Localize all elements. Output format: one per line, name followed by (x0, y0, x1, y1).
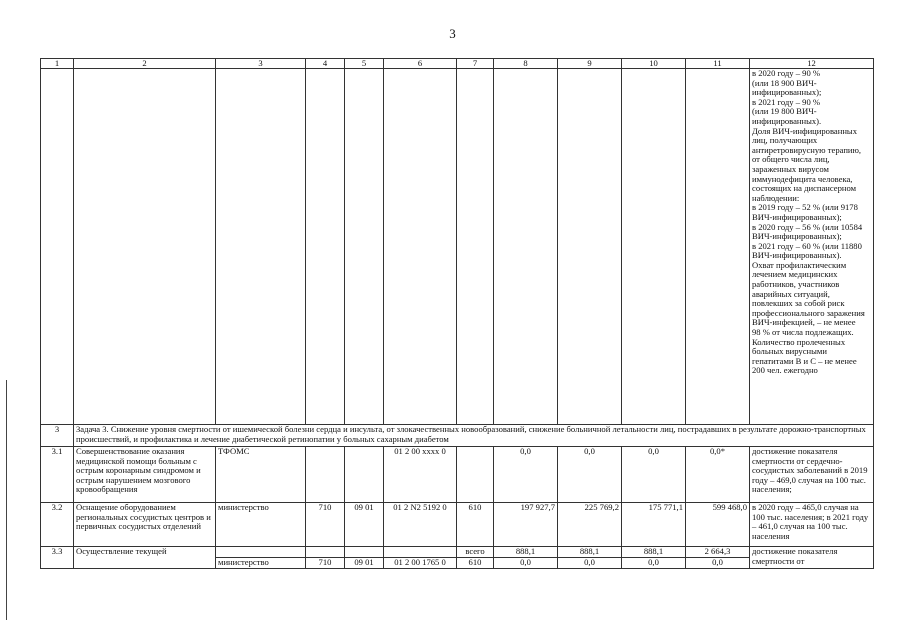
page-number: 3 (449, 26, 456, 41)
header-row (41, 59, 874, 69)
header-cell: 3 (216, 59, 306, 69)
amount-2019: 0,0 (494, 558, 558, 569)
target-code: 01 2 N2 5192 0 (384, 503, 457, 547)
header-cell: 6 (384, 59, 457, 69)
table-row-3-1 (41, 447, 874, 503)
amount-2020: 888,1 (558, 547, 622, 558)
amount-2020: 225 769,2 (558, 503, 622, 547)
result-text: достижение показателя смертности от (750, 547, 874, 569)
amount-2020: 0,0 (558, 447, 622, 503)
target-code: 01 2 00 1765 0 (384, 558, 457, 569)
header-cell: 5 (345, 59, 384, 69)
section-code: 09 01 (345, 558, 384, 569)
executor: ТФОМС (216, 447, 306, 503)
row-number: 3.2 (41, 503, 74, 547)
amount-total: 0,0* (686, 447, 750, 503)
expense-type: 610 (457, 558, 494, 569)
task-text: Задача 3. Снижение уровня смертности от ишемической болезни сердца и инсульта, от злокачественных новообразований, снижение больничной летальности лиц, пострадавших в результате дорожно-транспортных происшествий, и профилактика и лечение диабетической ретинопатии у больных сахарным диабетом (74, 425, 874, 447)
table-row-3-2 (41, 503, 874, 547)
result-text: в 2020 году – 465,0 случая на 100 тыс. населения; в 2021 году – 461,0 случая на 100 тыс. населения (750, 503, 874, 547)
measure-name: Совершенствование оказания медицинской помощи больным с острым коронарным синдромом и острым нарушением мозгового кровообращения (74, 447, 216, 503)
expense-type: 610 (457, 503, 494, 547)
margin-line (6, 380, 7, 620)
amount-2019: 0,0 (494, 447, 558, 503)
amount-total: 599 468,0 (686, 503, 750, 547)
amount-2019: 888,1 (494, 547, 558, 558)
task-number: 3 (41, 425, 74, 447)
amount-2019: 197 927,7 (494, 503, 558, 547)
grbs-code: 710 (306, 558, 345, 569)
table-row-3-3 (41, 547, 874, 558)
grbs-code (306, 447, 345, 503)
header-cell: 12 (750, 59, 874, 69)
target-code: 01 2 00 хххх 0 (384, 447, 457, 503)
header-cell: 9 (558, 59, 622, 69)
row-number: 3.1 (41, 447, 74, 503)
executor: министерство (216, 558, 306, 569)
program-table (40, 58, 874, 569)
expense-type (457, 447, 494, 503)
section-code: 09 01 (345, 503, 384, 547)
amount-2021: 888,1 (622, 547, 686, 558)
result-text: достижение показателя смертности от сердечно-сосудистых заболеваний в 2019 году – 469,0 случая на 100 тыс. населения; (750, 447, 874, 503)
section-code (345, 447, 384, 503)
row-number: 3.3 (41, 547, 74, 569)
amount-2021: 0,0 (622, 447, 686, 503)
header-cell: 2 (74, 59, 216, 69)
task-row (41, 425, 874, 447)
header-cell: 10 (622, 59, 686, 69)
continuation-row (41, 69, 874, 425)
header-cell: 7 (457, 59, 494, 69)
header-cell: 8 (494, 59, 558, 69)
header-cell: 11 (686, 59, 750, 69)
amount-2021: 0,0 (622, 558, 686, 569)
amount-2021: 175 771,1 (622, 503, 686, 547)
amount-total: 0,0 (686, 558, 750, 569)
grbs-code: 710 (306, 503, 345, 547)
executor: министерство (216, 503, 306, 547)
amount-total: 2 664,3 (686, 547, 750, 558)
expense-type: всего (457, 547, 494, 558)
header-cell: 1 (41, 59, 74, 69)
amount-2020: 0,0 (558, 558, 622, 569)
measure-name: Осуществление текущей (74, 547, 216, 569)
header-cell: 4 (306, 59, 345, 69)
measure-name: Оснащение оборудованием региональных сосудистых центров и первичных сосудистых отделений (74, 503, 216, 547)
indicator-text: в 2020 году – 90 % (или 18 900 ВИЧ- инфицированных); в 2021 году – 90 % (или 19 800 ВИЧ- инфицированных). Доля ВИЧ-инфицированных лиц, получающих антиретровирусную терапию, от общего числа лиц, зараженных вирусом иммунодефицита человека, состоящих на диспансерном наблюдении: в 2019 году – 52 % (или 9178 ВИЧ-инфицированных); в 2020 году – 56 % (или 10584 ВИЧ-инфицированных); в 2021 году – 60 % (или 11880 ВИЧ-инфицированных). Охват профилактическим лечением медицинских работников, участников аварийных ситуаций, повлекших за собой риск профессионального заражения ВИЧ-инфекцией, – не менее 98 % от числа подлежащих. Количество пролеченных больных вирусными гепатитами В и С – не менее 200 чел. ежегодно (750, 69, 874, 425)
